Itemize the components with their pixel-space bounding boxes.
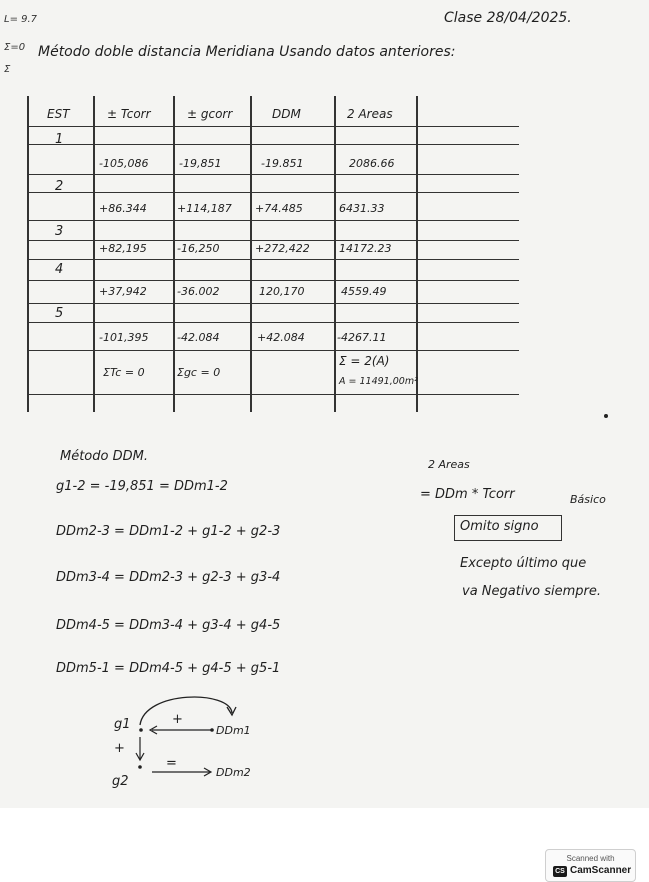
station-2: 2	[55, 179, 64, 194]
sum-gc: Σgc = 0	[177, 366, 221, 379]
station-4: 4	[55, 262, 64, 277]
table-hline	[27, 220, 519, 221]
header-ddm: DDM	[272, 107, 301, 121]
badge-name: CamScanner	[570, 865, 632, 876]
station-5: 5	[55, 306, 64, 321]
method-heading: Método DDM.	[60, 449, 148, 464]
page-title: Método doble distancia Meridiana Usando datos anteriores:	[38, 44, 456, 60]
ddm-table	[27, 96, 519, 412]
corner-note-3: Σ	[4, 64, 11, 75]
diagram-ddm1: DDm1	[216, 724, 251, 737]
class-date: Clase 28/04/2025.	[444, 10, 572, 26]
row2-gcorr: +114,187	[177, 202, 232, 215]
areas-note-1: Excepto último que	[460, 556, 587, 571]
diagram-equals: =	[166, 756, 177, 771]
camscanner-logo-icon: CS	[553, 866, 567, 877]
table-hline	[27, 192, 519, 193]
row1-gcorr: -19,851	[179, 157, 222, 170]
table-hline	[27, 303, 519, 304]
row4-areas: 4559.49	[341, 285, 387, 298]
diagram-g1: g1	[114, 717, 131, 732]
table-hline	[27, 394, 519, 395]
method-line-2: DDm2-3 = DDm1-2 + g1-2 + g2-3	[56, 524, 281, 539]
row5-tcorr: -101,395	[99, 331, 149, 344]
ddm-diagram	[100, 685, 300, 785]
diagram-plus-left: +	[114, 741, 125, 756]
boxed-note-text: Omito signo	[460, 519, 539, 534]
table-hline	[27, 174, 519, 175]
row3-areas: 14172.23	[339, 242, 392, 255]
method-line-5: DDm5-1 = DDm4-5 + g4-5 + g5-1	[56, 661, 281, 676]
table-hline	[27, 126, 519, 127]
row2-tcorr: +86.344	[99, 202, 147, 215]
areas-heading: 2 Areas	[428, 458, 470, 471]
table-hline	[27, 280, 519, 281]
header-tcorr: ± Tcorr	[107, 107, 151, 121]
areas-note-2: va Negativo siempre.	[462, 584, 601, 599]
camscanner-badge	[545, 849, 636, 882]
row2-ddm: +74.485	[255, 202, 303, 215]
station-1: 1	[55, 132, 64, 147]
row4-gcorr: -36.002	[177, 285, 220, 298]
table-hline	[27, 144, 519, 145]
row1-tcorr: -105,086	[99, 157, 149, 170]
dot-g1	[139, 728, 143, 732]
ink-dot	[604, 414, 608, 418]
row5-areas: -4267.11	[337, 331, 387, 344]
sum-tc: ΣTc = 0	[103, 366, 145, 379]
method-line-1: g1-2 = -19,851 = DDm1-2	[56, 479, 228, 494]
row5-ddm: +42.084	[257, 331, 305, 344]
header-gcorr: ± gcorr	[187, 107, 233, 121]
row4-ddm: 120,170	[259, 285, 305, 298]
row5-gcorr: -42.084	[177, 331, 220, 344]
dot-g2	[138, 765, 142, 769]
diagram-g2: g2	[112, 774, 129, 789]
row3-ddm: +272,422	[255, 242, 310, 255]
table-hline	[27, 259, 519, 260]
table-hline	[27, 350, 519, 351]
header-est: EST	[47, 107, 70, 121]
diagram-ddm2: DDm2	[216, 766, 251, 779]
row2-areas: 6431.33	[339, 202, 385, 215]
row3-tcorr: +82,195	[99, 242, 147, 255]
method-line-4: DDm4-5 = DDm3-4 + g3-4 + g4-5	[56, 618, 281, 633]
table-hline	[27, 322, 519, 323]
curved-arrow	[140, 697, 232, 725]
row1-areas: 2086.66	[349, 157, 395, 170]
header-areas: 2 Areas	[347, 107, 393, 121]
station-3: 3	[55, 224, 64, 239]
areas-basic: Básico	[570, 493, 606, 506]
corner-note-1: L= 9.7	[4, 14, 38, 25]
badge-scanned-with: Scanned with	[566, 854, 615, 863]
area-value: A = 11491,00m²	[339, 376, 418, 387]
diagram-plus-top: +	[172, 712, 183, 727]
method-line-3: DDm3-4 = DDm2-3 + g2-3 + g3-4	[56, 570, 281, 585]
row3-gcorr: -16,250	[177, 242, 220, 255]
areas-formula: = DDm * Tcorr	[420, 487, 515, 502]
row4-tcorr: +37,942	[99, 285, 147, 298]
sum-area: Σ = 2(A)	[339, 354, 390, 368]
dot-ddm1	[210, 728, 214, 732]
row1-ddm: -19.851	[261, 157, 304, 170]
corner-note-2: Σ=0	[4, 42, 26, 53]
